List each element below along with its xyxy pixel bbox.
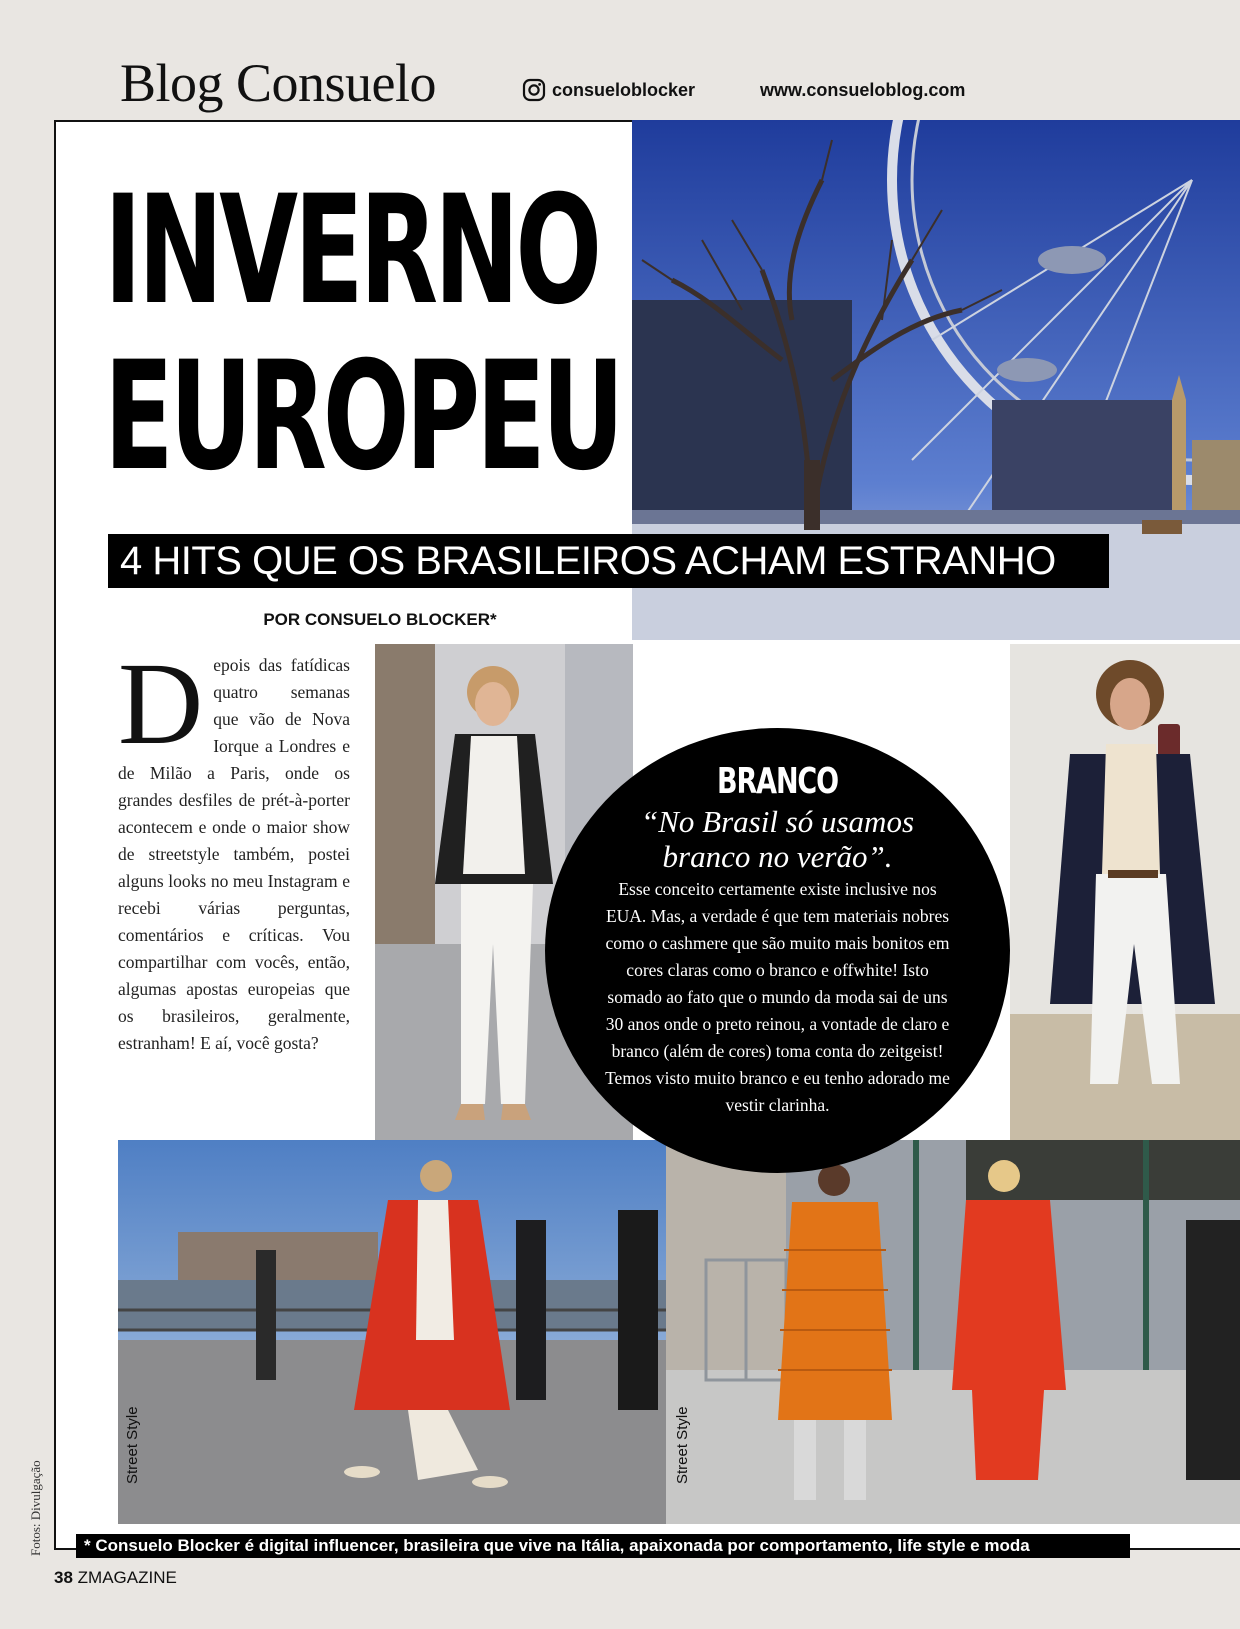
magazine-name: ZMAGAZINE bbox=[77, 1568, 177, 1587]
photo-credits: Fotos: Divulgação bbox=[28, 1460, 43, 1556]
instagram-handle[interactable] bbox=[522, 78, 695, 102]
author-footnote: * Consuelo Blocker é digital influencer, brasileira que vive na Itália, apaixonada por comportamento, life style e moda bbox=[76, 1534, 1130, 1558]
byline: POR CONSUELO BLOCKER* bbox=[263, 610, 497, 629]
street-style-label-left: Street Style bbox=[124, 1406, 141, 1484]
street-style-label-right: Street Style bbox=[674, 1406, 691, 1484]
instagram-handle-text: consueloblocker bbox=[552, 79, 696, 100]
callout-body: Esse conceito certamente existe inclusive nos EUA. Mas, a verdade é que tem materiais nobres como o cashmere que são muito mais bonitos em cores claras como o branco e offwhite! Isto somado ao fato que o mundo da moda sai de uns 30 anos onde o preto reinou, a vontade de claro e branco (além de cores) toma conta do zeitgeist! Temos visto muito branco e eu tenho adorado me vestir clarinha. bbox=[605, 879, 950, 1115]
callout-title: BRANCO bbox=[717, 761, 838, 802]
article-body bbox=[118, 638, 350, 1057]
page-footer bbox=[54, 1568, 177, 1588]
article-body-text: epois das fatídicas quatro semanas que vão de Nova Iorque a Londres e de Milão a Paris, onde os grandes desfiles de prét-à-porter acontecem e onde o maior show de streetstyle também, postei alguns looks no meu Instagram e recebi várias perguntas, comentários e críticas. Vou compartilhar com vocês, então, algumas apostas europeias que os brasileiros, geralmente, estranham! E aí, você gosta? bbox=[118, 655, 350, 1053]
headline-line-1: INVERNO bbox=[104, 164, 598, 338]
headline-line-2: EUROPEU bbox=[104, 330, 621, 504]
page-number: 38 bbox=[54, 1568, 73, 1587]
branco-callout bbox=[545, 728, 1010, 1173]
instagram-icon bbox=[522, 78, 546, 102]
website-link[interactable]: www.consueloblog.com bbox=[760, 80, 966, 100]
callout-quote: “No Brasil só usamos branco no verão”. bbox=[640, 804, 915, 874]
orange-puffer-photo bbox=[666, 1140, 1240, 1524]
dropcap: D bbox=[118, 638, 204, 769]
subtitle-bar: 4 HITS QUE OS BRASILEIROS ACHAM ESTRANHO bbox=[108, 534, 1109, 588]
headline bbox=[104, 164, 621, 504]
blog-title: Blog Consuelo bbox=[120, 53, 437, 113]
red-coat-photo bbox=[118, 1140, 666, 1524]
mirror-selfie-photo bbox=[1010, 644, 1240, 1140]
